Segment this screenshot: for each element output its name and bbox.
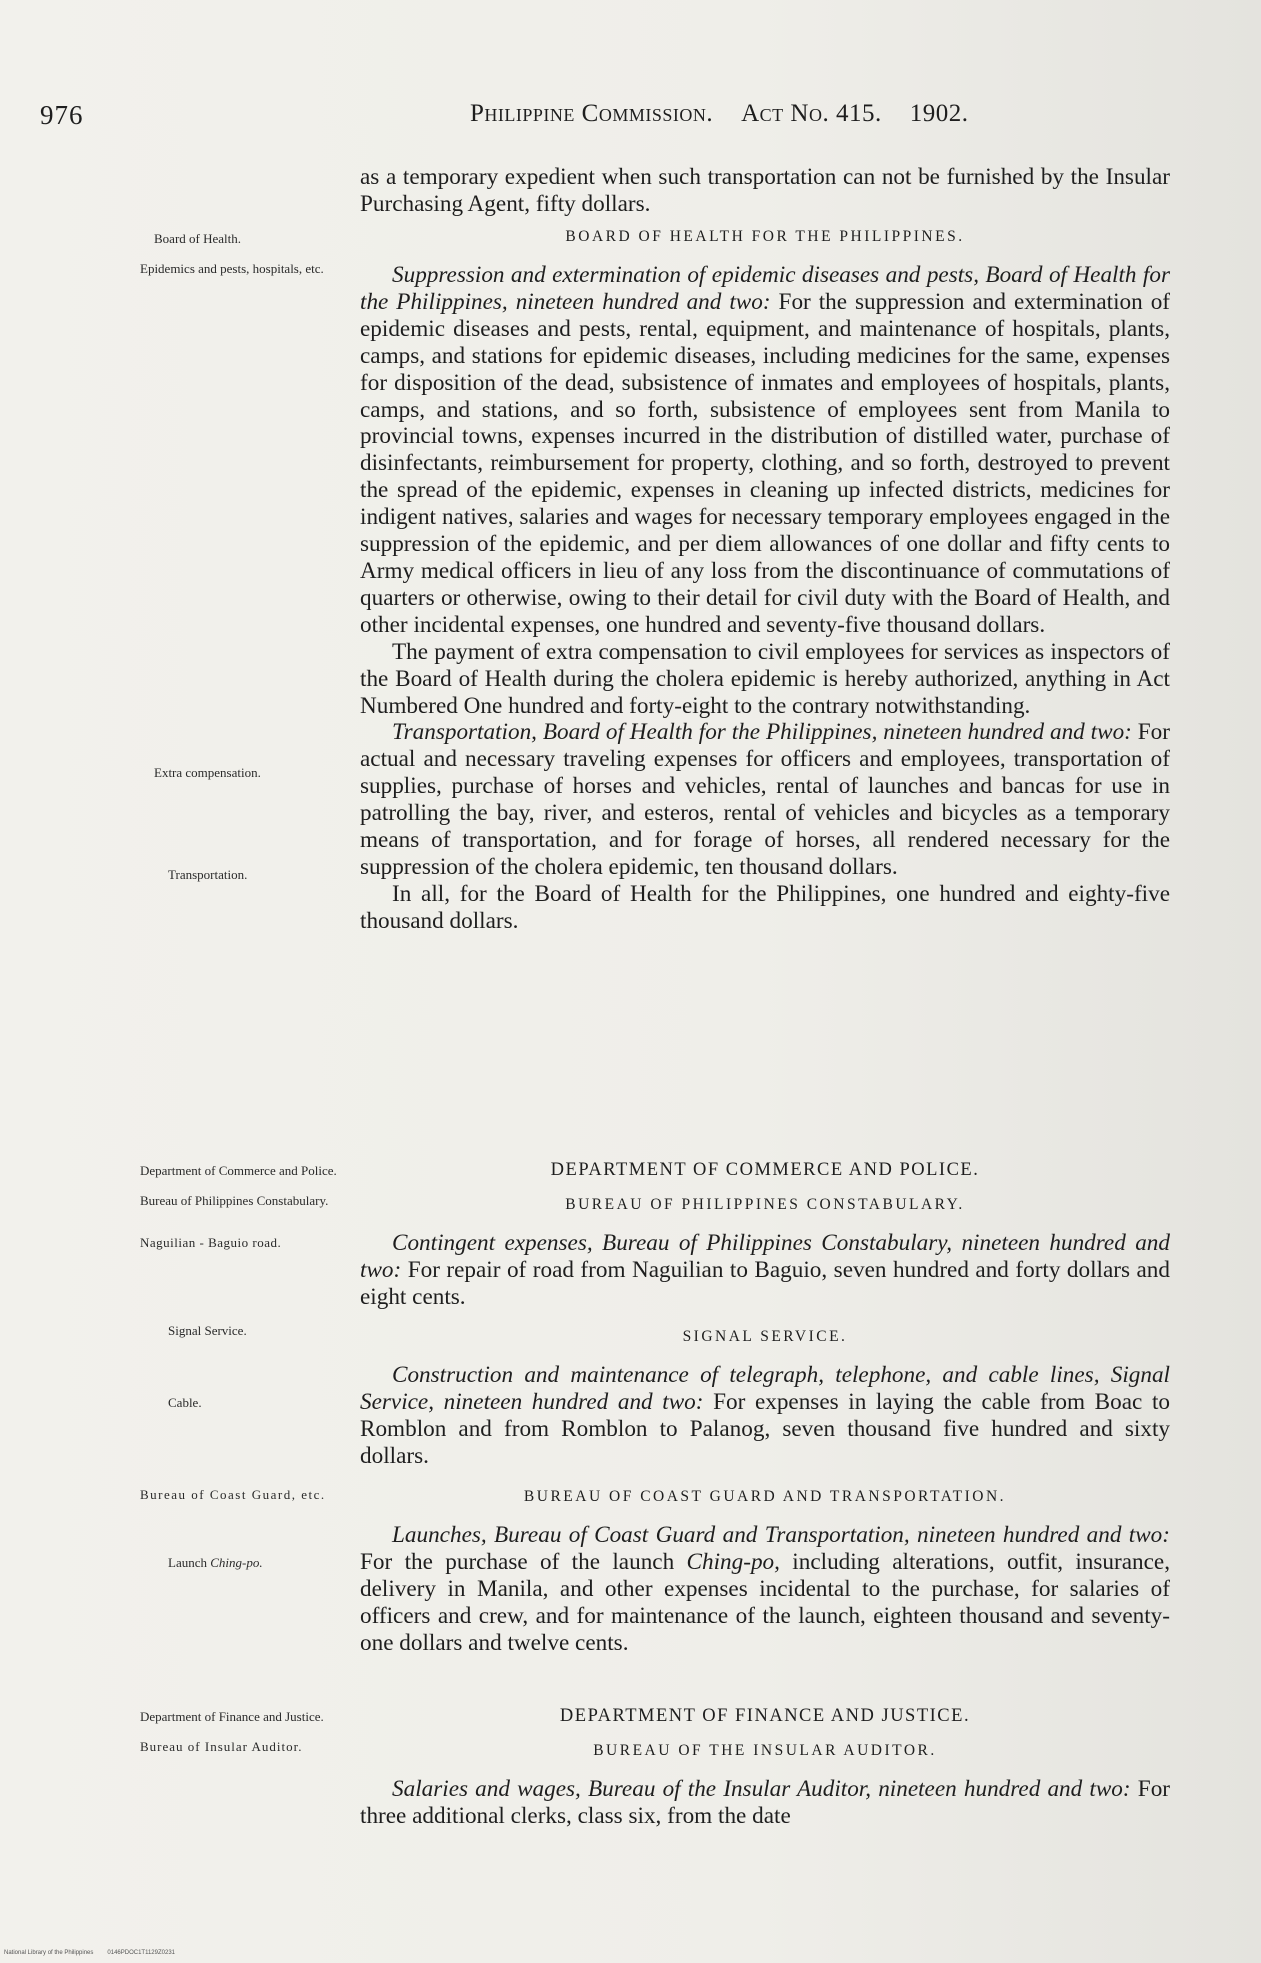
running-header [470, 100, 968, 128]
transportation-title: Transportation, Board of Health for the Philippines, nineteen hundred and two: [392, 719, 1132, 746]
margin-note-bureau-auditor: Bureau of Insular Auditor. [140, 1739, 303, 1754]
page-number: 976 [40, 100, 84, 130]
heading-constabulary: BUREAU OF PHILIPPINES CONSTABULARY. [565, 1196, 965, 1213]
launch-paragraph [360, 1522, 1170, 1657]
margin-note-signal-service: Signal Service. [168, 1323, 247, 1338]
launch-name: Ching-po, [686, 1548, 780, 1575]
margin-note-transportation: Transportation. [168, 867, 248, 882]
constabulary-paragraph [360, 1230, 1170, 1311]
footer-library: National Library of the Philippines [4, 1950, 94, 1956]
salaries-text: For three additional clerks, class six, from the date [360, 1776, 1171, 1829]
transportation-text: For actual and necessary traveling expenses for officers and employees, transportation of supplies, purchase of horses and vehicles, rental of launches and bancas for use in patrolling the bay, river, and esteros, rental of vehicles and bicycles as a temporary means of transportation, and for forage of horses, all rendered necessary for the suppression of the cholera epidemic, ten thousand dollars. [360, 719, 1170, 880]
header-act: Act No. 415. [741, 100, 882, 127]
header-year: 1902. [909, 100, 969, 127]
epidemic-title: Suppression and extermination of epidemic diseases and pests, Board of Health for the Philippines, nineteen hundred and two: [360, 262, 1170, 315]
heading-signal-service: SIGNAL SERVICE. [682, 1328, 848, 1345]
margin-note-board-of-health: Board of Health. [154, 231, 242, 246]
margin-note-dept-commerce: Department of Commerce and Police. [140, 1163, 337, 1178]
heading-coast-guard: BUREAU OF COAST GUARD AND TRANSPORTATION. [523, 1488, 1007, 1505]
opening-paragraph: as a temporary expedient when such transportation can not be furnished by the Insular Purchasing Agent, fifty dollars. [360, 164, 1170, 217]
heading-dept-finance: DEPARTMENT OF FINANCE AND JUSTICE. [559, 1706, 971, 1726]
signal-text: For expenses in laying the cable from Boac to Romblon and from Romblon to Palanog, seven thousand five hundred and sixty dollars. [360, 1388, 1170, 1469]
margin-note-extra-compensation: Extra compensation. [154, 765, 261, 780]
signal-title: Construction and maintenance of telegraph, telephone, and cable lines, Signal Service, nineteen hundred and two: [360, 1362, 1170, 1415]
launch-text-1: For the purchase of the launch [360, 1548, 687, 1575]
heading-insular-auditor: BUREAU OF THE INSULAR AUDITOR. [593, 1742, 937, 1759]
constabulary-title: Contingent expenses, Bureau of Philippines Constabulary, nineteen hundred and two: [360, 1230, 1170, 1283]
margin-note-launch-label: Launch [168, 1555, 207, 1570]
launch-text-2: including alterations, outfit, insurance, delivery in Manila, and other expenses incidental to the purchase, for salaries of officers and crew, and for maintenance of the launch, eighteen thousand and seventy-one dollars and twelve cents. [360, 1548, 1170, 1656]
margin-note-bureau-constabulary: Bureau of Philippines Constabulary. [140, 1193, 329, 1208]
header-commission: Philippine Commission. [470, 100, 714, 127]
epidemic-text: For the suppression and extermination of epidemic diseases and pests, rental, equipment, and maintenance of hospitals, plants, camps, and stations for epidemic diseases, including medicines for the same, expenses for disposition of the dead, subsistence of inmates and employees of hospitals, plants, camps, and stations, and so forth, subsistence of employees sent from Manila to provincial towns, expenses incurred in the distribution of distilled water, purchase of disinfectants, reimbursement for property, clothing, and so forth, destroyed to prevent the spread of the epidemic, expenses in cleaning up infected districts, medicines for indigent natives, salaries and wages for necessary temporary employees engaged in the suppression of the epidemic, and per diem allowances of one dollar and fifty cents to Army medical officers in lieu of any loss from the discontinuance of commutations of quarters or otherwise, owing to their detail for civil duty with the Board of Health, and other incidental expenses, one hundred and seventy-five thousand dollars. [360, 288, 1171, 638]
launch-title: Launches, Bureau of Coast Guard and Transportation, nineteen hundred and two: [392, 1522, 1170, 1548]
margin-note-naguilian-road: Naguilian - Baguio road. [140, 1235, 282, 1250]
footer-code: 0146PDOC1T1129Z0231 [107, 1950, 175, 1956]
margin-note-cable: Cable. [168, 1395, 202, 1410]
margin-note-launch [168, 1556, 378, 1570]
margin-note-launch-name: Ching-po. [210, 1555, 263, 1570]
heading-board-of-health: BOARD OF HEALTH FOR THE PHILIPPINES. [565, 228, 965, 245]
heading-dept-commerce: DEPARTMENT OF COMMERCE AND POLICE. [550, 1160, 980, 1180]
salaries-title: Salaries and wages, Bureau of the Insular Auditor, nineteen hundred and two: [392, 1776, 1131, 1802]
salaries-paragraph [360, 1776, 1170, 1830]
epidemic-paragraph [360, 262, 1170, 935]
board-total-paragraph: In all, for the Board of Health for the Philippines, one hundred and eighty-five thousand dollars. [360, 880, 1170, 934]
scan-footer [4, 1950, 189, 1956]
margin-note-dept-finance: Department of Finance and Justice. [140, 1709, 324, 1724]
margin-note-bureau-coast-guard: Bureau of Coast Guard, etc. [140, 1487, 326, 1502]
margin-note-epidemics: Epidemics and pests, hospitals, etc. [140, 261, 324, 276]
constabulary-text: For repair of road from Naguilian to Baguio, seven hundred and forty dollars and eight cents. [360, 1256, 1170, 1310]
extra-compensation-paragraph: The payment of extra compensation to civil employees for services as inspectors of the Board of Health during the cholera epidemic is hereby authorized, anything in Act Numbered One hundred and forty-eight to the contrary notwithstanding. [360, 638, 1170, 719]
signal-paragraph [360, 1362, 1170, 1470]
